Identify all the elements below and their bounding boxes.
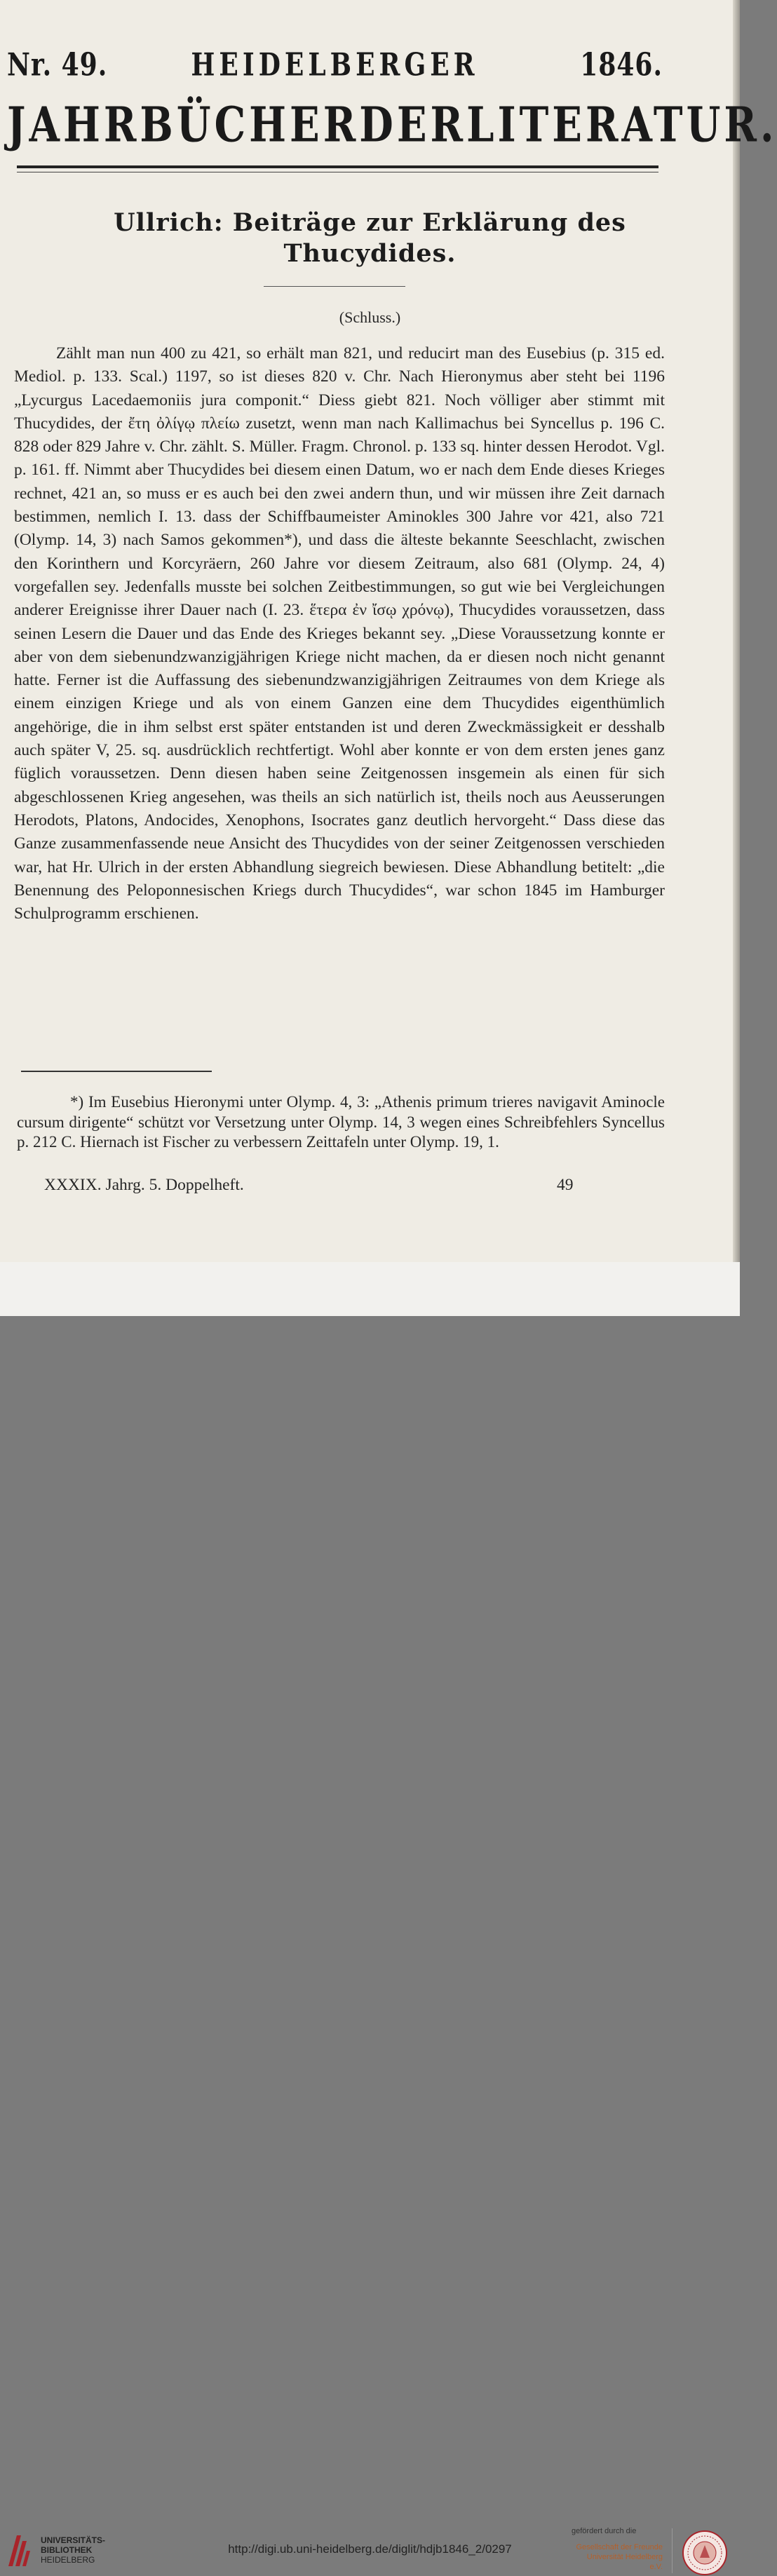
continuation-note: (Schluss.) — [339, 309, 401, 326]
footnote-rule — [21, 1071, 212, 1072]
library-name-line-3: HEIDELBERG — [41, 2555, 95, 2565]
article-title-text: Ullrich: Beiträge zur Erklärung des Thucydides. — [114, 208, 626, 268]
library-name-line-1: UNIVERSITÄTS- — [41, 2535, 106, 2545]
journal-title — [7, 97, 777, 154]
journal-title-word-2: DER — [359, 97, 467, 154]
issue-number: Nr. 49. — [7, 46, 108, 83]
source-url-link[interactable]: http://digi.ub.uni-heidelberg.de/diglit/hdjb1846_2/0297 — [228, 2542, 512, 2556]
sponsor-intro: gefördert durch die — [572, 2527, 637, 2535]
sponsor-name — [573, 2542, 663, 2572]
issue-year: 1846. — [580, 46, 663, 83]
sponsor-name-line-1: Gesellschaft der Freunde — [576, 2543, 663, 2551]
footnote: *) Im Eusebius Hieronymi unter Olymp. 4, 3: „Athenis primum trieres navigavit Aminocle cursum dirigente“ schützt vor Versetzung unter Olymp. 14, 3 wegen eines Schreibfehlers Syncellus p. 212 C. Hiernach ist Fischer zu verbessern Zeittafeln unter Olymp. 19, 1. — [17, 1093, 665, 1151]
journal-title-word-3: LITERATUR. — [466, 97, 777, 154]
university-seal-icon — [682, 2530, 728, 2576]
article-body: Zählt man nun 400 zu 421, so erhält man 821, und reducirt man des Eusebius (p. 315 ed. Mediol. p. 133. Scal.) 1197, so ist dieses 820 v. Chr. Nach Hieronymus aber steht bei 1196 „Lycurgus Lacedaemoniis jura componit.“ Diess giebt 821. Noch völliger aber stimmt mit Thucydides, der ἔτη ὀλίγῳ πλείω zusetzt, wenn man nach Kallimachus bei Syncellus p. 196 C. 828 oder 829 Jahre v. Chr. zählt. S. Müller. Fragm. Chronol. p. 133 sq. hinter dessen Herodot. Vgl. p. 161. ff. Nimmt aber Thucydides bei diesem einen Datum, wo er nach dem Ende dieses Krieges rechnet, 421 an, so muss er es auch bei den zwei andern thun, und wir müssen ihre Zeit darnach bestimmen, nemlich I. 13. dass der Schiffbaumeister Aminokles 300 Jahre vor 421, also 721 (Olymp. 14, 3) nach Samos gekommen*), und dass die älteste bekannte Seeschlacht, zwischen den Korinthern und Korcyräern, 260 Jahre vor diesem Zeitraum, also 681 (Olymp. 24, 4) vorgefallen sey. Jedenfalls musste bei solchen Zeitbestimmungen, so gut wie bei Vergleichungen anderer Ereignisse ihrer Dauer nach (I. 23. ἕτερα ἐν ἴσῳ χρόνῳ), Thucydides voraussetzen, dass seinen Lesern die Dauer und das Ende des Krieges bekannt sey. „Diese Voraussetzung konnte er aber von dem siebenundzwanzigjährigen Kriege nicht machen, da er diesen noch nicht genannt hatte. Ferner ist die Auffassung des siebenundzwanzigjährigen Zeitraumes von dem Kriege als einem einzigen Kriege und als von einem Ganzen eine dem Thucydides eigenthümlich angehörige, die in ihm selbst erst später entstanden ist und deren Zweckmässigkeit er desshalb auch später V, 25. sq. ausdrücklich rechtfertigt. Wohl aber konnte er von dem ersten jenes ganz füglich voraussetzen. Denn diesen haben seine Zeitgenossen insgemein als einen für sich abgeschlossenen Krieg angesehen, was theils an sich natürlich ist, theils noch aus Aeusserungen Herodots, Platons, Andocides, Xenophons, Isocrates ganz deutlich hervorgeht.“ Dass diese das Ganze zusammenfassende neue Ansicht des Thucydides von der seiner Zeitgenossen verschieden war, hat Hr. Ulrich in der ersten Abhandlung siegreich bewiesen. Diese Abhandlung betitelt: „die Benennung des Peloponnesischen Kriegs durch Thucydides“, war schon 1845 im Hamburger Schulprogramm erschienen. — [14, 344, 665, 923]
article-title — [0, 208, 740, 269]
page-edge-shadow — [733, 0, 740, 1262]
library-name-line-2: BIBLIOTHEK — [41, 2545, 93, 2555]
signature-line: XXXIX. Jahrg. 5. Doppelheft. — [44, 1176, 244, 1194]
masthead — [7, 46, 663, 81]
title-divider — [264, 286, 405, 287]
scanned-page — [0, 0, 777, 1262]
journal-name: HEIDELBERGER — [191, 46, 479, 83]
journal-title-word-1: JAHRBÜCHER — [7, 97, 360, 154]
masthead-rule-thick — [17, 165, 658, 168]
page-number: 49 — [557, 1176, 574, 1194]
footer-divider — [672, 2528, 673, 2573]
sponsor-name-line-2: Universität Heidelberg e.V. — [586, 2553, 663, 2571]
digitization-footer — [0, 1262, 740, 2571]
